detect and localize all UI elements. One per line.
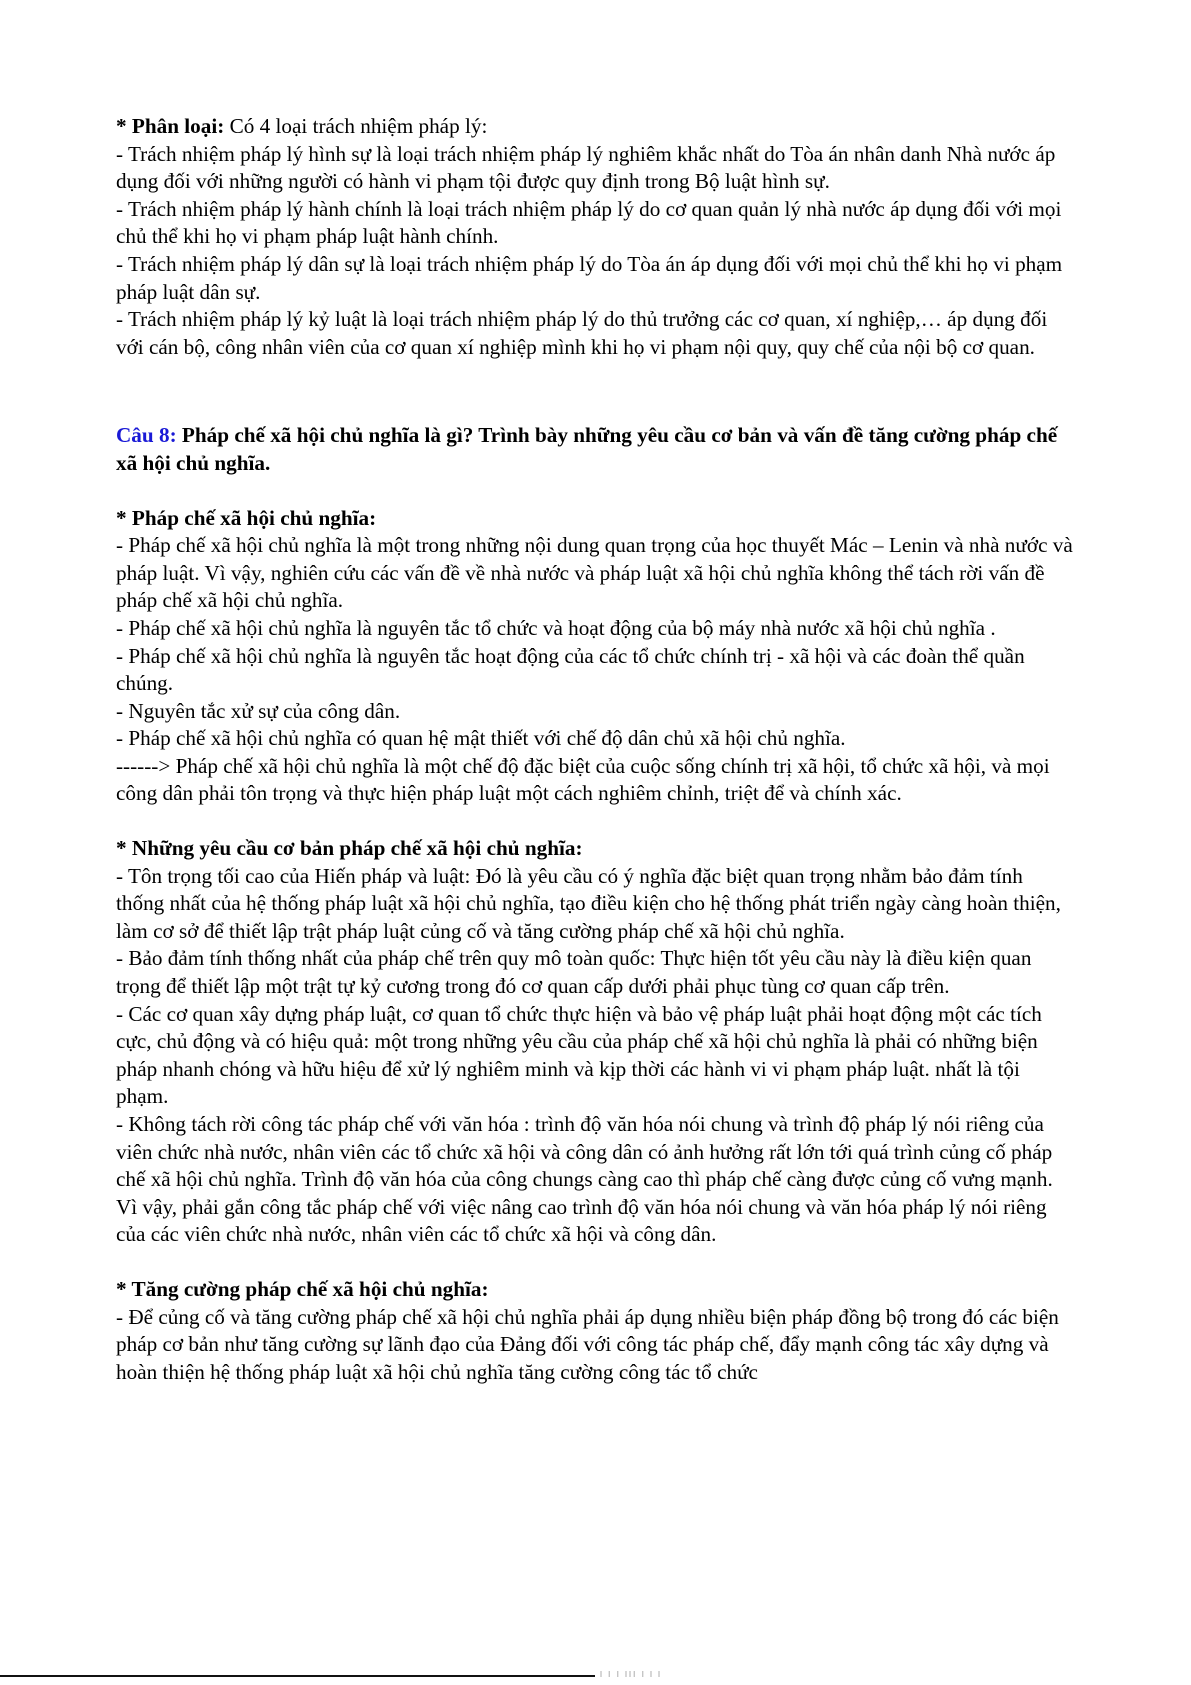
paragraph: - Các cơ quan xây dựng pháp luật, cơ quan tổ chức thực hiện và bảo vệ pháp luật phải hoạt động một các tích cực, chủ động và có hiệu quả: một trong những yêu cầu của pháp chế xã hội chủ nghĩa là phải có những biện pháp nhanh chóng và hữu hiệu để xử lý nghiêm minh và kịp thời các hành vi vi phạm pháp luật. nhất là tội phạm. bbox=[116, 1001, 1042, 1109]
section-heading-definition: * Pháp chế xã hội chủ nghĩa: bbox=[116, 505, 377, 530]
paragraph: - Để củng cố và tăng cường pháp chế xã hội chủ nghĩa phải áp dụng nhiều biện pháp đồng bộ trong đó các biện pháp cơ bản như tăng cường sự lãnh đạo của Đảng đối với công tác pháp chế, đẩy mạnh công tác xây dựng và hoàn thiện hệ thống pháp luật xã hội chủ nghĩa tăng cường công tác tổ chức bbox=[116, 1304, 1059, 1384]
question-label: Câu 8: bbox=[116, 423, 177, 448]
footer-text: ǁ ǁ ǁ ǁǁǁ ǁ ǁ ǁ bbox=[600, 1670, 663, 1679]
paragraph: - Trách nhiệm pháp lý kỷ luật là loại trách nhiệm pháp lý do thủ trưởng các cơ quan, xí nghiệp,… áp dụng đối với cán bộ, công nhân viên của cơ quan xí nghiệp mình khi họ vi phạm nội quy, quy chế của nội bộ cơ quan. bbox=[116, 307, 1048, 359]
paragraph: - Trách nhiệm pháp lý hình sự là loại trách nhiệm pháp lý nghiêm khắc nhất do Tòa án nhân danh Nhà nước áp dụng đối với những người có hành vi phạm tội được quy định trong Bộ luật hình sự. bbox=[116, 141, 1056, 194]
classification-line bbox=[116, 113, 1076, 141]
spacer bbox=[116, 361, 1076, 422]
paragraph: - Pháp chế xã hội chủ nghĩa có quan hệ mật thiết với chế độ dân chủ xã hội chủ nghĩa. bbox=[116, 726, 846, 751]
footer-divider bbox=[0, 1675, 595, 1677]
question-text: Pháp chế xã hội chủ nghĩa là gì? Trình bày những yêu cầu cơ bản và vấn đề tăng cường pháp chế xã hội chủ nghĩa. bbox=[116, 423, 1058, 475]
spacer bbox=[116, 1249, 1076, 1276]
classification-intro: Có 4 loại trách nhiệm pháp lý: bbox=[224, 114, 488, 138]
paragraph: - Pháp chế xã hội chủ nghĩa là nguyên tắc tổ chức và hoạt động của bộ máy nhà nước xã hội chủ nghĩa . bbox=[116, 615, 996, 640]
paragraph: - Pháp chế xã hội chủ nghĩa là một trong những nội dung quan trọng của học thuyết Mác – Lenin và nhà nước và pháp luật. Vì vậy, nghiên cứu các vấn đề về nhà nước và pháp luật xã hội chủ nghĩa không thể tách rời vấn đề pháp chế xã hội chủ nghĩa. bbox=[116, 533, 1073, 613]
paragraph: - Tôn trọng tối cao của Hiến pháp và luật: Đó là yêu cầu có ý nghĩa đặc biệt quan trọng nhằm bảo đảm tính thống nhất của hệ thống pháp luật xã hội chủ nghĩa, tạo điều kiện cho hệ thống phát triển ngày càng hoàn thiện, làm cơ sở để thiết lập trật pháp luật củng cố và tăng cường pháp chế xã hội chủ nghĩa. bbox=[116, 863, 1061, 943]
paragraph: - Bảo đảm tính thống nhất của pháp chế trên quy mô toàn quốc: Thực hiện tốt yêu cầu này là điều kiện quan trọng để thiết lập một trật tự kỷ cương trong đó cơ quan cấp dưới phải phục tùng cơ quan cấp trên. bbox=[116, 946, 1032, 999]
paragraph: ------> Pháp chế xã hội chủ nghĩa là một chế độ đặc biệt của cuộc sống chính trị xã hội, tổ chức xã hội, và mọi công dân phải tôn trọng và thực hiện pháp luật một cách nghiêm chỉnh, triệt để và chính xác. bbox=[116, 753, 1050, 806]
spacer bbox=[116, 808, 1076, 835]
paragraph: - Trách nhiệm pháp lý hành chính là loại trách nhiệm pháp lý do cơ quan quản lý nhà nước áp dụng đối với mọi chủ thể khi họ vi phạm pháp luật hành chính. bbox=[116, 196, 1062, 249]
paragraph: - Trách nhiệm pháp lý dân sự là loại trách nhiệm pháp lý do Tòa án áp dụng đối với mọi chủ thể khi họ vi phạm pháp luật dân sự. bbox=[116, 251, 1063, 304]
paragraph: - Nguyên tắc xử sự của công dân. bbox=[116, 698, 401, 723]
section-heading-strengthening: * Tăng cường pháp chế xã hội chủ nghĩa: bbox=[116, 1276, 489, 1301]
classification-heading: * Phân loại: bbox=[116, 114, 225, 138]
document-page bbox=[116, 113, 1076, 1386]
paragraph: - Pháp chế xã hội chủ nghĩa là nguyên tắc hoạt động của các tổ chức chính trị - xã hội và các đoàn thể quần chúng. bbox=[116, 643, 1025, 696]
question-heading bbox=[116, 422, 1076, 477]
paragraph: - Không tách rời công tác pháp chế với văn hóa : trình độ văn hóa nói chung và trình độ pháp lý nói riêng của viên chức nhà nước, nhân viên các tổ chức xã hội và công dân có ảnh hưởng rất lớn tới quá trình củng cố pháp chế xã hội chủ nghĩa. Trình độ văn hóa của công chungs càng cao thì pháp chế càng được củng cố vưng mạnh. Vì vậy, phải gắn công tắc pháp chế với việc nâng cao trình độ văn hóa nói chung và văn hóa pháp lý nói riêng của các viên chức nhà nước, nhân viên các tổ chức xã hội và công dân. bbox=[116, 1112, 1053, 1247]
spacer bbox=[116, 478, 1076, 505]
section-heading-requirements: * Những yêu cầu cơ bản pháp chế xã hội chủ nghĩa: bbox=[116, 836, 583, 861]
